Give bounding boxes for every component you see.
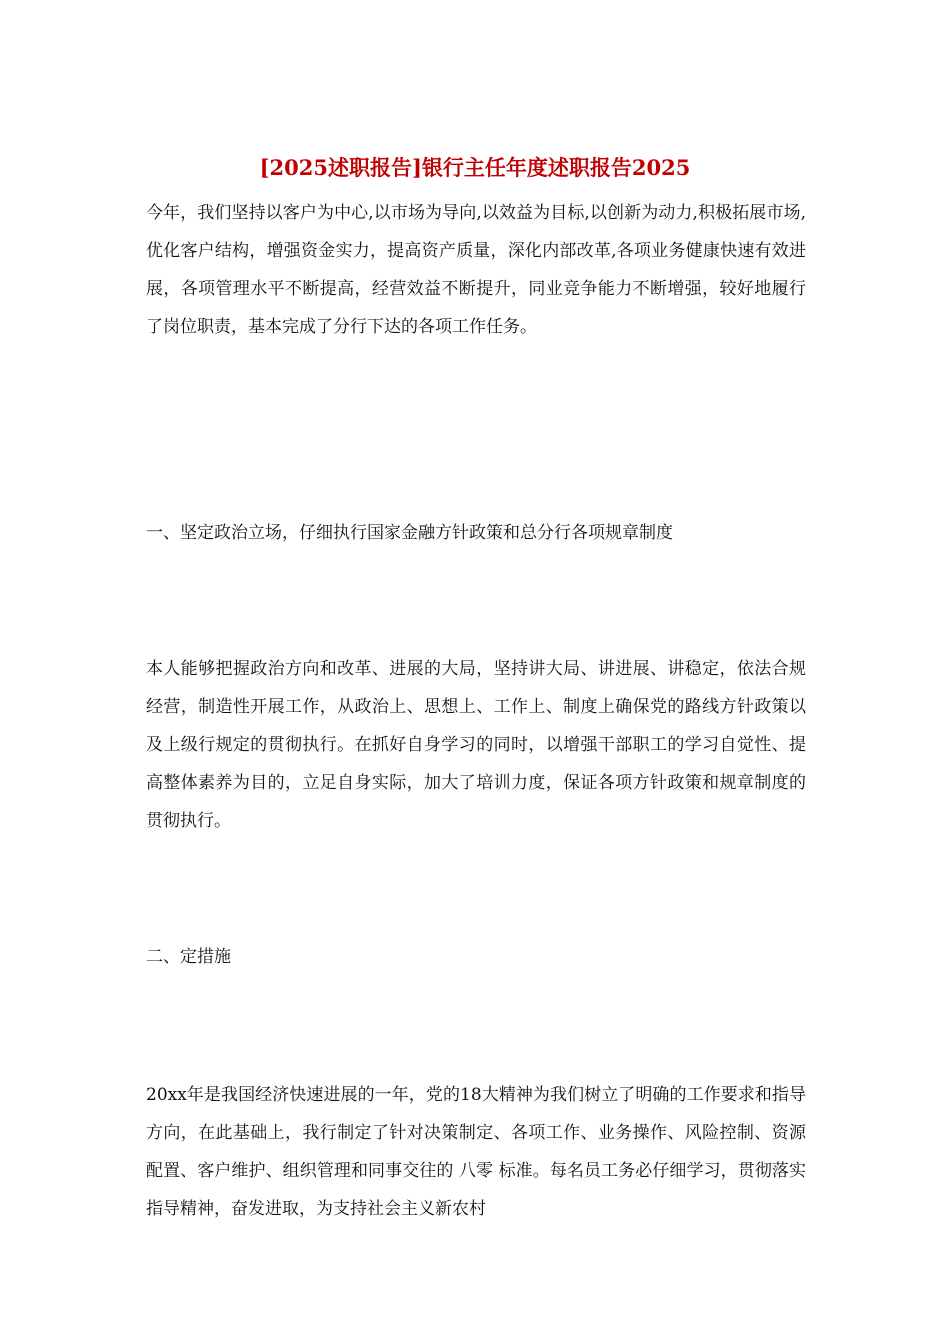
section-1-heading: 一、坚定政治立场，仔细执行国家金融方针政策和总分行各项规章制度 xyxy=(146,523,673,543)
document-title: [2025述职报告]银行主任年度述职报告2025 xyxy=(259,155,691,180)
section-2-heading: 二、定措施 xyxy=(146,947,231,967)
intro-paragraph: 今年，我们坚持以客户为中心,以市场为导向,以效益为目标,以创新为动力,积极拓展市场, 优化客户结构，增强资金实力，提高资产质量，深化内部改革,各项业务健康快速有效进展，各项管理水平不断提高，经营效益不断提升，同业竞争能力不断增强，较好地履行了岗位职责，基本完成了分行下达的各项工作任务。 xyxy=(146,203,806,337)
section-1-paragraph: 本人能够把握政治方向和改革、进展的大局，坚持讲大局、讲进展、讲稳定，依法合规经营，制造性开展工作，从政治上、思想上、工作上、制度上确保党的路线方针政策以及上级行规定的贯彻执行。在抓好自身学习的同时，以增强干部职工的学习自觉性、提高整体素养为目的，立足自身实际，加大了培训力度，保证各项方针政策和规章制度的贯彻执行。 xyxy=(146,659,806,831)
section-2-paragraph: 20xx年是我国经济快速进展的一年，党的18大精神为我们树立了明确的工作要求和指导方向，在此基础上，我行制定了针对决策制定、各项工作、业务操作、风险控制、资源配置、客户维护、组织管理和同事交往的 八零 标准。每名员工务必仔细学习，贯彻落实指导精神，奋发进取，为支持社会主义新农村 xyxy=(146,1085,806,1219)
